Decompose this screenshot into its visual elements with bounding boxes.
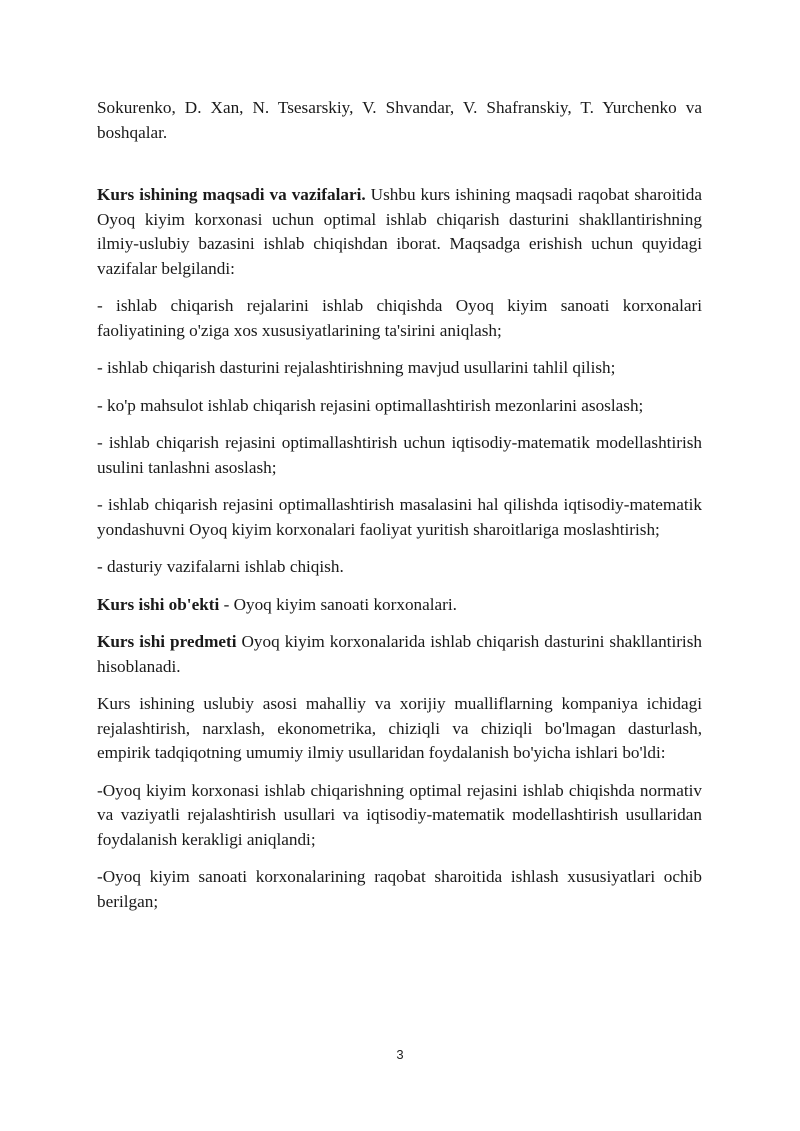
subject-heading: Kurs ishi predmeti (97, 632, 237, 651)
subject-paragraph (97, 630, 702, 679)
goal-text: Ushbu kurs ishining maqsadi raqobat sharoitida Oyoq kiyim korxonasi uchun optimal ishlab chiqarish dasturini shakllantirishning ilmiy-uslubiy bazasini ishlab chiqishdan iborat. Maqsadga erishish uchun quyidagi vazifalar belgilandi: (97, 185, 702, 278)
finding-item: -Oyoq kiyim sanoati korxonalarining raqobat sharoitida ishlash xususiyatlari ochib berilgan; (97, 867, 702, 911)
subject-text: Oyoq kiyim korxonalarida ishlab chiqarish dasturini shakllantirish hisoblanadi. (97, 632, 702, 676)
task-item: - ishlab chiqarish rejalarini ishlab chiqishda Oyoq kiyim sanoati korxonalari faoliyatining o'ziga xos xususiyatlarining ta'sirini aniqlash; (97, 296, 702, 340)
object-text: - Oyoq kiyim sanoati korxonalari. (219, 594, 457, 614)
goal-paragraph (97, 183, 702, 281)
document-body (97, 96, 702, 927)
object-heading: Kurs ishi ob'ekti (97, 594, 220, 614)
page-number: 3 (396, 1047, 404, 1062)
task-item: - ishlab chiqarish rejasini optimallashtirish uchun iqtisodiy-matematik modellashtirish usulini tanlashni asoslash; (97, 433, 702, 477)
task-item: - ishlab chiqarish rejasini optimallashtirish masalasini hal qilishda iqtisodiy-matematik yondashuvni Oyoq kiyim korxonalari faoliyat yuritish sharoitlariga moslashtirish; (97, 495, 702, 539)
finding-item: -Oyoq kiyim korxonasi ishlab chiqarishning optimal rejasini ishlab chiqishda normativ va vaziyatli rejalashtirish usullari va iqtisodiy-matematik modellashtirish usullaridan foydalanish kerakligi aniqlandi; (97, 780, 702, 849)
task-item: - dasturiy vazifalarni ishlab chiqish. (97, 557, 344, 576)
intro-paragraph: Sokurenko, D. Xan, N. Tsesarskiy, V. Shvandar, V. Shafranskiy, T. Yurchenko va boshqalar. (97, 98, 702, 142)
goal-heading: Kurs ishining maqsadi va vazifalari. (97, 185, 366, 204)
method-paragraph: Kurs ishining uslubiy asosi mahalliy va xorijiy mualliflarning kompaniya ichidagi rejalashtirish, narxlash, ekonometrika, chiziqli va chiziqli bo'lmagan dasturlash, empirik tadqiqotning umumiy ilmiy usullaridan foydalanish bo'yicha ishlari bo'ldi: (97, 694, 702, 762)
task-item: - ishlab chiqarish dasturini rejalashtirishning mavjud usullarini tahlil qilish; (97, 358, 616, 377)
object-paragraph (97, 593, 702, 618)
task-item: - ko'p mahsulot ishlab chiqarish rejasini optimallashtirish mezonlarini asoslash; (97, 395, 644, 415)
